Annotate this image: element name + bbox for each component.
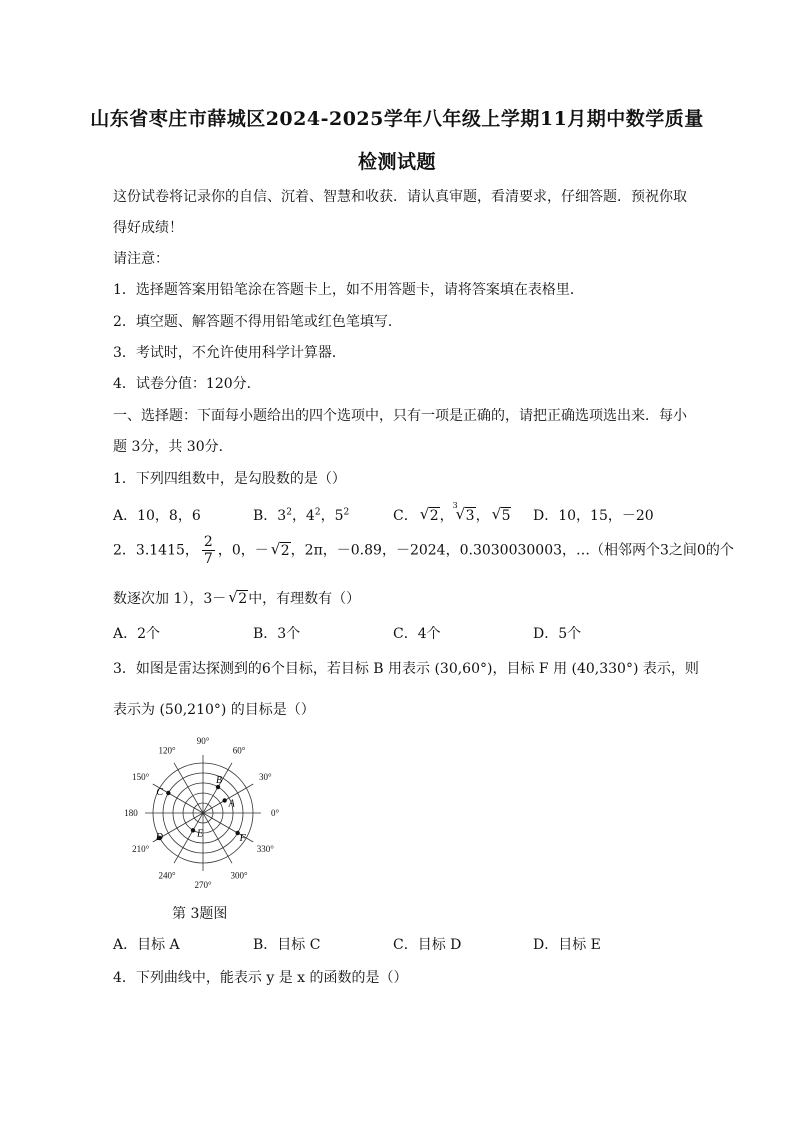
- radar-angle-label: 240°: [158, 870, 176, 881]
- q2-option-d: D．5个: [533, 626, 582, 642]
- radar-point-label: E: [197, 828, 204, 840]
- title-line-2: 检测试题: [357, 151, 436, 173]
- fraction-2-7: $\frac{2}{7}$: [203, 534, 213, 567]
- q2-line-2: [113, 588, 360, 608]
- q3-option-a: A．目标 A: [113, 937, 180, 953]
- q1-b-sup-2: 2: [314, 507, 321, 518]
- sqrt-2: √ 2: [419, 505, 439, 524]
- notice-label: 请注意：: [113, 251, 169, 267]
- title-line-1: 山东省枣庄市薛城区2024-2025学年八年级上学期11月期中数学质量: [90, 108, 704, 130]
- q1-c-sep-2: ，: [475, 508, 490, 524]
- radar-point-c: [166, 791, 170, 795]
- q3-option-d: D．目标 E: [533, 937, 601, 953]
- radar-angle-label: 90°: [196, 736, 210, 746]
- q2-line2-prefix: 数逐次加 1），3－: [113, 591, 227, 607]
- q3-line-1: 3．如图是雷达探测到的6个目标，若目标 B 用表示 (30,60°)，目标 F 用 (40,330°) 表示，则: [113, 661, 699, 677]
- radar-angle-label: 120°: [158, 745, 176, 756]
- q2-mid1: ，0，－: [217, 542, 269, 559]
- cube-root-3: 3 √ 3: [452, 501, 475, 524]
- radar-angle-label: 30°: [259, 772, 272, 782]
- q3-option-c: C．目标 D: [393, 937, 462, 953]
- q1-b-sup-3: 2: [343, 507, 350, 518]
- radar-point-label: B: [216, 775, 223, 787]
- radar-figure: [113, 733, 288, 893]
- sqrt-2-q2: √ 2: [270, 539, 290, 559]
- q1-option-c: [393, 501, 511, 525]
- radar-angle-label: 330°: [256, 844, 274, 854]
- radar-point-a: [222, 798, 226, 802]
- note-2: 2．填空题、解答题不得用铅笔或红色笔填写．: [113, 314, 402, 330]
- q4-stem: 4．下列曲线中，能表示 y 是 x 的函数的是（）: [113, 970, 408, 986]
- q1-c-sep-1: ，: [439, 508, 454, 524]
- q2-prefix: 2．3.1415，: [113, 542, 199, 559]
- radar-point-label: A: [228, 798, 235, 810]
- note-1: 1．选择题答案用铅笔涂在答题卡上，如不用答题卡，请将答案填在表格里．: [113, 282, 584, 298]
- radar-angle-label: 0°: [270, 808, 280, 818]
- radar-angle-label: 60°: [232, 745, 246, 756]
- radar-angle-label: 210°: [132, 844, 150, 854]
- q3-line-2: 表示为 (50,210°) 的目标是（）: [113, 702, 315, 718]
- q1-b-mid1: ，4: [291, 508, 315, 524]
- radar-angle-label: 270°: [194, 880, 212, 890]
- q2-line-1: [113, 534, 734, 567]
- q1-stem: 1．下列四组数中，是勾股数的是（）: [113, 471, 346, 487]
- q1-option-b: [253, 505, 349, 525]
- q2-line2-suffix: 中，有理数有（）: [248, 591, 361, 607]
- q1-b-prefix: B．3: [253, 508, 287, 524]
- q2-mid2: ，2π，－0.89，－2024，0.3030030003，…（相邻两个3之间0的个: [290, 542, 734, 559]
- q3-option-b: B．目标 C: [253, 937, 321, 953]
- sqrt-2-q2b: √ 2: [228, 588, 248, 607]
- note-4: 4．试卷分值：120分．: [113, 376, 261, 392]
- q2-option-b: B．3个: [253, 626, 301, 642]
- sqrt-5: √ 5: [491, 505, 511, 524]
- section-1-line-1: 一、选择题：下面每小题给出的四个选项中，只有一项是正确的，请把正确选项选出来．每小: [113, 408, 687, 424]
- q1-b-mid2: ，5: [320, 508, 344, 524]
- q1-option-a: A．10，8，6: [113, 508, 201, 524]
- radar-point-e: [191, 828, 195, 832]
- q1-c-prefix: C．: [393, 508, 418, 524]
- intro-line-1: 这份试卷将记录你的自信、沉着、智慧和收获．请认真审题，看清要求，仔细答题．预祝你取: [113, 189, 687, 205]
- radar-angle-label: 300°: [230, 870, 248, 881]
- q1-option-d: D．10，15，－20: [533, 508, 654, 524]
- radar-angle-label: 180: [124, 808, 138, 818]
- radar-point-label: C: [156, 787, 164, 798]
- q2-option-a: A．2个: [113, 626, 161, 642]
- figure-caption: 第 3题图: [172, 906, 228, 922]
- intro-line-2: 得好成绩！: [113, 220, 183, 236]
- section-1-line-2: 题 3分，共 30分．: [113, 439, 233, 455]
- radar-point-label: D: [155, 832, 163, 843]
- radar-point-label: F: [239, 833, 246, 844]
- note-3: 3．考试时，不允许使用科学计算器．: [113, 345, 346, 361]
- q1-b-sup-1: 2: [286, 507, 292, 518]
- radar-angle-label: 150°: [132, 772, 150, 782]
- q2-option-c: C．4个: [393, 626, 441, 642]
